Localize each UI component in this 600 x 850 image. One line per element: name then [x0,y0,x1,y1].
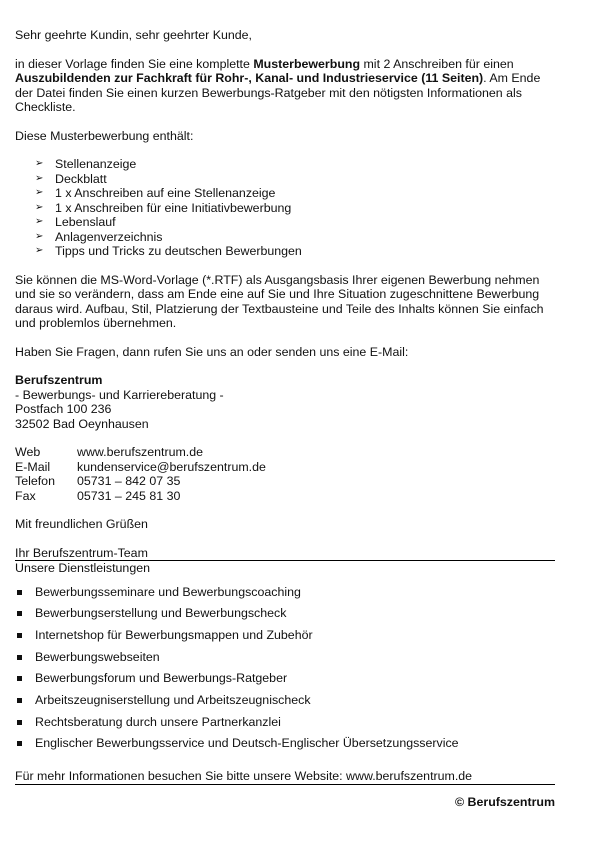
intro-paragraph [15,57,555,115]
service-item [15,668,555,690]
intro-text-1: in dieser Vorlage finden Sie eine komplette [15,56,254,71]
contact-label: Fax [15,488,36,503]
arrow-bullet-icon: ➢ [35,172,44,184]
postbox: Postfach 100 236 [15,402,112,416]
phone-value: 05731 – 842 07 35 [77,474,181,488]
service-label: Rechtsberatung durch unsere Partnerkanzlei [35,714,281,729]
arrow-bullet-icon: ➢ [35,216,44,227]
arrow-bullet-icon: ➢ [35,158,44,169]
list-item-label: 1 x Anschreiben auf eine Stellenanzeige [55,186,276,200]
greeting: Sehr geehrte Kundin, sehr geehrter Kunde, [15,28,252,42]
service-label: Bewerbungswebseiten [35,649,160,664]
list-item-label: Stellenanzeige [55,157,137,171]
list-item [35,157,555,172]
list-item [35,215,555,230]
arrow-bullet-icon: ➢ [35,230,44,242]
square-bullet-icon [17,720,22,725]
list-item [35,230,555,245]
contact-label: Web [15,445,41,459]
web-link[interactable]: www.berufszentrum.de [77,445,204,459]
contact-table [15,445,266,503]
intro-bold-1: Musterbewerbung [253,56,361,71]
contents-list [15,157,555,259]
service-item [15,733,555,755]
square-bullet-icon [17,676,22,681]
service-item [15,625,555,647]
company-name: Berufszentrum [15,373,103,387]
list-item-label: Anlagenverzeichnis [55,229,163,244]
team-signature: Ihr Berufszentrum-Team [15,545,148,560]
list-item-label: Deckblatt [55,171,107,186]
list-item [35,244,555,259]
contact-row [15,474,266,489]
intro-bold-2: Auszubildenden zur Fachkraft für Rohr-, Kanal- und Industrieservice (11 Seiten) [15,71,484,85]
email-link[interactable]: kundenservice@berufszentrum.de [77,459,266,474]
arrow-bullet-icon: ➢ [35,187,44,198]
service-item [15,712,555,734]
list-item-label: 1 x Anschreiben für eine Initiativbewerbung [55,200,292,215]
usage-paragraph: Sie können die MS-Word-Vorlage (*.RTF) als Ausgangsbasis Ihrer eigenen Bewerbung nehmen und sie so verändern, dass am Ende eine auf Sie und Ihre Situation zugeschnittene Bewerbung daraus wird. Aufbau, Stil, Platzierung der Textbausteine und Teile des Inhalts können Sie einfach und problemlos übernehmen. [15,272,544,330]
contact-row [15,460,266,475]
square-bullet-icon [17,590,22,595]
services-list [15,582,555,756]
list-item-label: Lebenslauf [55,215,116,229]
contact-label: Telefon [15,474,55,488]
contains-heading: Diese Musterbewerbung enthält: [15,128,194,143]
document-page [15,28,555,811]
intro-text-2: mit 2 Anschreiben für einen [360,56,514,71]
service-label: Englischer Bewerbungsservice und Deutsch-Englischer Übersetzungsservice [35,736,459,751]
square-bullet-icon [17,698,22,703]
square-bullet-icon [17,741,22,746]
services-title: Unsere Dienstleistungen [15,561,150,575]
more-info: Für mehr Informationen besuchen Sie bitte unsere Website: www.berufszentrum.de [15,769,473,784]
contact-label: E-Mail [15,459,51,474]
service-label: Bewerbungserstellung und Bewerbungscheck [35,606,287,621]
arrow-bullet-icon: ➢ [35,245,44,256]
questions-paragraph: Haben Sie Fragen, dann rufen Sie uns an oder senden uns eine E-Mail: [15,344,409,359]
regards: Mit freundlichen Grüßen [15,517,148,531]
contact-row [15,445,266,460]
list-item-label: Tipps und Tricks zu deutschen Bewerbungen [55,244,302,258]
list-item [35,172,555,187]
contact-row [15,489,266,504]
list-item [35,186,555,201]
square-bullet-icon [17,611,22,616]
service-item [15,603,555,625]
square-bullet-icon [17,655,22,660]
company-subtitle: - Bewerbungs- und Karriereberatung - [15,387,224,402]
copyright: © Berufszentrum [454,794,555,809]
fax-value: 05731 – 245 81 30 [77,488,181,503]
list-item [35,201,555,216]
service-item [15,647,555,669]
service-item [15,690,555,712]
service-item [15,582,555,604]
service-label: Bewerbungsseminare und Bewerbungscoaching [35,584,301,599]
service-label: Bewerbungsforum und Bewerbungs-Ratgeber [35,671,288,686]
service-label: Arbeitszeugniserstellung und Arbeitszeugnischeck [35,693,311,708]
square-bullet-icon [17,633,22,638]
intro-text-3: . Am Ende der Datei finden Sie einen kurzen Bewerbungs-Ratgeber mit den nötigsten Informationen als Checkliste. [15,71,541,114]
arrow-bullet-icon: ➢ [35,201,44,213]
service-label: Internetshop für Bewerbungsmappen und Zubehör [35,627,313,642]
city: 32502 Bad Oeynhausen [15,416,149,431]
address-block [15,373,555,431]
